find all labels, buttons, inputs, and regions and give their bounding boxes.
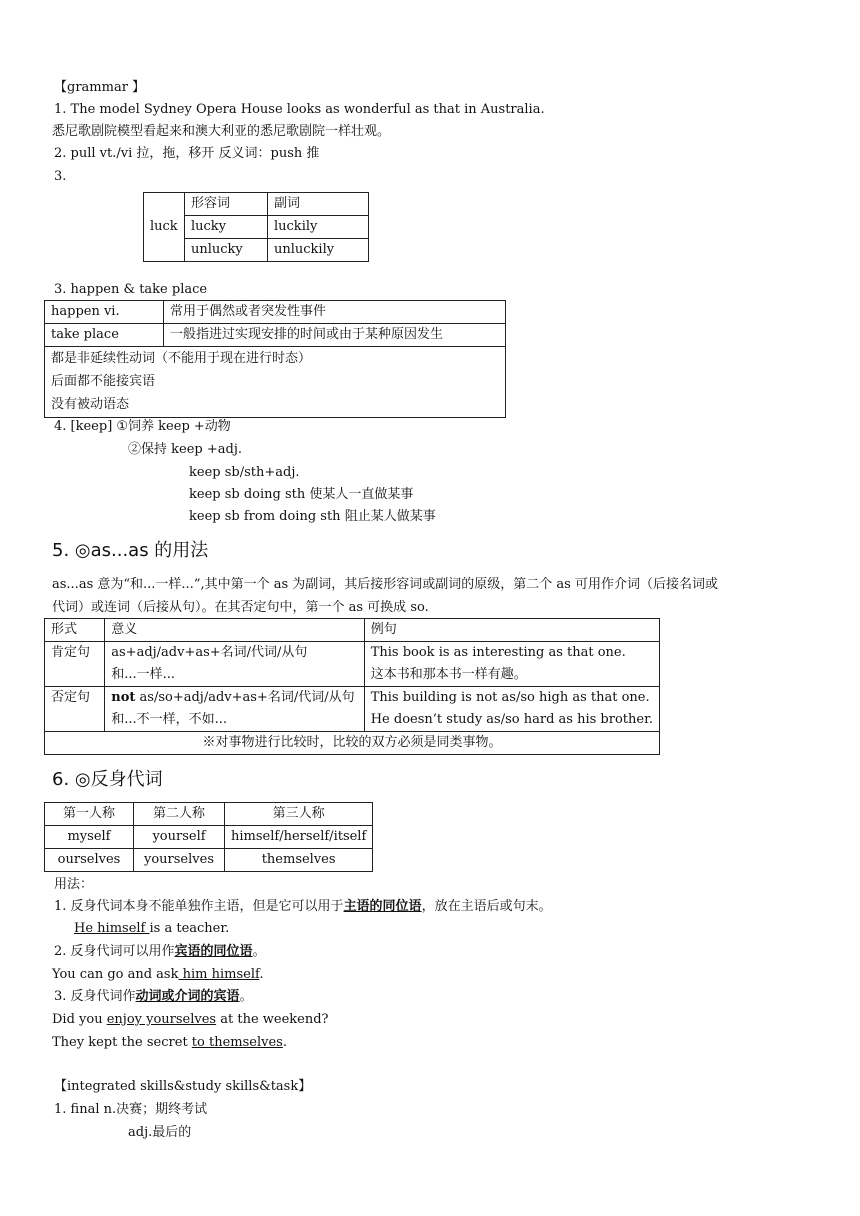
luck-cell-unlucky: unlucky: [185, 239, 268, 262]
luck-cell-luckily: luckily: [268, 216, 369, 239]
asas-form-negative: 否定句: [45, 687, 105, 732]
final-line-1: 1. final n.决赛；期终考试: [54, 1102, 208, 1117]
reflexive-header-first: 第一人称: [45, 803, 134, 826]
asas-meaning-positive-2: 和...一样...: [111, 667, 176, 682]
asas-header-example: 例句: [364, 619, 659, 642]
asas-example-positive: [364, 642, 659, 687]
reflexive-cell-himself: himself/herself/itself: [225, 826, 373, 849]
usage-1: 1. 反身代词本身不能单独作主语，但是它可以用于主语的同位语，放在主语后或句末。: [54, 899, 552, 914]
asas-meaning-negative-1: [111, 687, 357, 709]
grammar-point-1: 1. The model Sydney Opera House looks as wonderful as that in Australia.: [54, 102, 545, 117]
reflexive-header-second: 第二人称: [134, 803, 225, 826]
asas-paragraph-line-1: as...as 意为“和...一样...”,其中第一个 as 为副词，其后接形容词或副词的原级，第二个 as 可用作介词（后接名词或: [52, 577, 718, 592]
happen-table: [44, 300, 506, 418]
asas-header-meaning: 意义: [105, 619, 364, 642]
usage-2-example: You can go and ask him himself.: [52, 967, 264, 982]
happen-note-3: 没有被动语态: [51, 397, 130, 412]
asas-meaning-negative-rest: as/so+adj/adv+as+名词/代词/从句: [135, 690, 355, 705]
reflexive-cell-themselves: themselves: [225, 849, 373, 872]
asas-note: ※对事物进行比较时，比较的双方必须是同类事物。: [45, 732, 660, 755]
asas-example-negative-1: This building is not as/so high as that one.: [370, 690, 650, 705]
usage-2: 2. 反身代词可以用作宾语的同位语。: [54, 944, 266, 959]
grammar-point-1-translation: 悉尼歌剧院模型看起来和澳大利亚的悉尼歌剧院一样壮观。: [52, 124, 391, 139]
grammar-heading: 【grammar 】: [54, 80, 146, 95]
asas-paragraph-line-2: 代词）或连词（后接从句）。在其否定句中，第一个 as 可换成 so.: [52, 600, 429, 615]
usage-label: 用法：: [54, 877, 94, 892]
reflexive-header-third: 第三人称: [225, 803, 373, 826]
asas-header-form: 形式: [45, 619, 105, 642]
take-place-desc-cell: 一般指进过实现安排的时间或由于某种原因发生: [164, 324, 506, 347]
asas-example-negative-2: He doesn’t study as/so hard as his brother.: [370, 712, 653, 727]
grammar-point-3-number: 3.: [54, 169, 67, 184]
reflexive-cell-ourselves: ourselves: [45, 849, 134, 872]
asas-example-positive-1: This book is as interesting as that one.: [370, 645, 626, 660]
usage-1-example: He himself is a teacher.: [74, 921, 230, 936]
asas-example-positive-2: 这本书和那本书一样有趣。: [370, 667, 527, 682]
reflexive-cell-myself: myself: [45, 826, 134, 849]
luck-root-cell: luck: [144, 193, 185, 262]
reflexive-table: [44, 802, 373, 872]
usage-3-example-1: Did you enjoy yourselves at the weekend?: [52, 1012, 329, 1027]
asas-table: [44, 618, 660, 755]
grammar-point-2: 2. pull vt./vi 拉，拖，移开 反义词：push 推: [54, 146, 320, 161]
usage-3-example-2: They kept the secret to themselves.: [52, 1035, 287, 1050]
keep-line-5: keep sb from doing sth 阻止某人做某事: [189, 509, 436, 524]
asas-meaning-negative-2: 和...不一样，不如...: [111, 712, 228, 727]
happen-note-2: 后面都不能接宾语: [51, 374, 156, 389]
luck-cell-lucky: lucky: [185, 216, 268, 239]
asas-meaning-positive: [105, 642, 364, 687]
luck-word-table: [143, 192, 369, 262]
asas-heading: 5. ◎as...as 的用法: [52, 540, 209, 561]
reflexive-cell-yourself: yourself: [134, 826, 225, 849]
luck-cell-unluckily: unluckily: [268, 239, 369, 262]
luck-header-adjective: 形容词: [185, 193, 268, 216]
asas-example-negative: [364, 687, 659, 732]
keep-line-4: keep sb doing sth 使某人一直做某事: [189, 487, 414, 502]
keep-line-2: ②保持 keep +adj.: [128, 442, 242, 457]
happen-note-1: 都是非延续性动词（不能用于现在进行时态）: [51, 351, 312, 366]
luck-header-adverb: 副词: [268, 193, 369, 216]
final-line-2: adj.最后的: [128, 1125, 192, 1140]
keep-line-1: 4. [keep] ①饲养 keep +动物: [54, 419, 231, 434]
happen-word-cell: happen vi.: [45, 301, 164, 324]
asas-form-positive: 肯定句: [45, 642, 105, 687]
keep-line-3: keep sb/sth+adj.: [189, 465, 300, 480]
not-keyword: not: [111, 690, 136, 705]
reflexive-cell-yourselves: yourselves: [134, 849, 225, 872]
happen-desc-cell: 常用于偶然或者突发性事件: [164, 301, 506, 324]
take-place-word-cell: take place: [45, 324, 164, 347]
asas-meaning-positive-1: as+adj/adv+as+名词/代词/从句: [111, 645, 308, 660]
asas-meaning-negative: [105, 687, 364, 732]
reflexive-heading: 6. ◎反身代词: [52, 769, 163, 790]
usage-3: 3. 反身代词作动词或介词的宾语。: [54, 989, 253, 1004]
integrated-heading: 【integrated skills&study skills&task】: [54, 1079, 312, 1094]
happen-title: 3. happen & take place: [54, 282, 208, 297]
happen-notes-cell: [45, 347, 506, 418]
